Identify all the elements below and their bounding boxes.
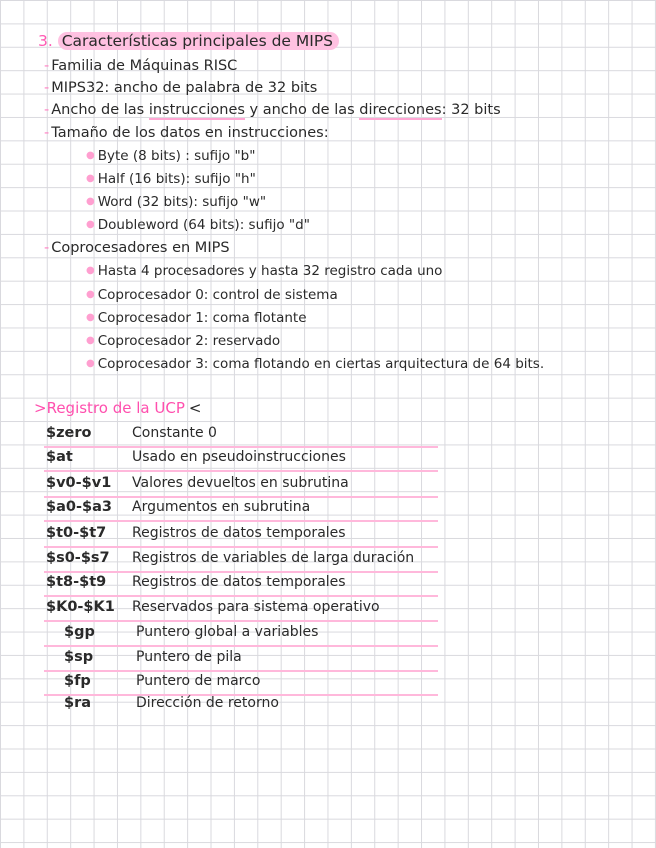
coproc-item: ● Coprocesador 0: control de sistema bbox=[86, 287, 338, 303]
register-row: $zero Constante 0 bbox=[44, 422, 438, 448]
dash-icon: - bbox=[44, 58, 50, 74]
dash-icon: - bbox=[44, 125, 50, 141]
dash-icon: - bbox=[44, 240, 50, 256]
register-row: $s0-$s7 Registros de variables de larga duración bbox=[44, 547, 438, 573]
coproc-item: ● Coprocesador 3: coma flotando en ciertas arquitectura de 64 bits. bbox=[86, 356, 545, 372]
register-row: $a0-$a3 Argumentos en subrutina bbox=[44, 496, 438, 522]
intro-line-3: - Ancho de las instrucciones y ancho de las direcciones: 32 bits bbox=[44, 102, 501, 118]
bullet-icon: ● bbox=[86, 312, 95, 323]
bullet-icon: ● bbox=[86, 289, 95, 300]
register-row: $sp Puntero de pila bbox=[44, 646, 438, 672]
size-item: ● Byte (8 bits) : sufijo "b" bbox=[86, 148, 256, 164]
register-row: $v0-$v1 Valores devueltos en subrutina bbox=[44, 472, 438, 498]
size-item: ● Word (32 bits): sufijo "w" bbox=[86, 194, 267, 210]
bullet-icon: ● bbox=[86, 335, 95, 346]
bullet-icon: ● bbox=[86, 265, 95, 276]
coproc-item: ● Hasta 4 procesadores y hasta 32 registro cada uno bbox=[86, 263, 443, 279]
registers-heading: >Registro de la UCP < bbox=[34, 399, 202, 417]
register-row: $K0-$K1 Reservados para sistema operativo bbox=[44, 596, 438, 622]
bullet-icon: ● bbox=[86, 150, 95, 161]
dash-icon: - bbox=[44, 80, 50, 96]
register-row: $fp Puntero de marco bbox=[44, 670, 438, 696]
register-row: $at Usado en pseudoinstrucciones bbox=[44, 446, 438, 472]
intro-line-1: - Familia de Máquinas RISC bbox=[44, 58, 238, 74]
coproc-item: ● Coprocesador 2: reservado bbox=[86, 333, 281, 349]
coproc-item: ● Coprocesador 1: coma flotante bbox=[86, 310, 307, 326]
title-number: 3. bbox=[38, 32, 53, 50]
coproc-heading: - Coprocesadores en MIPS bbox=[44, 240, 230, 256]
bullet-icon: ● bbox=[86, 173, 95, 184]
intro-line-2: - MIPS32: ancho de palabra de 32 bits bbox=[44, 80, 318, 96]
register-row: $t8-$t9 Registros de datos temporales bbox=[44, 571, 438, 597]
intro-line-4: - Tamaño de los datos en instrucciones: bbox=[44, 125, 329, 141]
size-item: ● Doubleword (64 bits): sufijo "d" bbox=[86, 217, 310, 233]
title-text: Características principales de MIPS bbox=[58, 32, 339, 50]
register-row: $ra Dirección de retorno bbox=[64, 695, 279, 711]
register-row: $t0-$t7 Registros de datos temporales bbox=[44, 522, 438, 548]
size-item: ● Half (16 bits): sufijo "h" bbox=[86, 171, 256, 187]
register-row: $gp Puntero global a variables bbox=[44, 621, 438, 647]
bullet-icon: ● bbox=[86, 196, 95, 207]
page-title bbox=[38, 30, 339, 52]
dash-icon: - bbox=[44, 102, 50, 118]
bullet-icon: ● bbox=[86, 358, 95, 369]
bullet-icon: ● bbox=[86, 219, 95, 230]
